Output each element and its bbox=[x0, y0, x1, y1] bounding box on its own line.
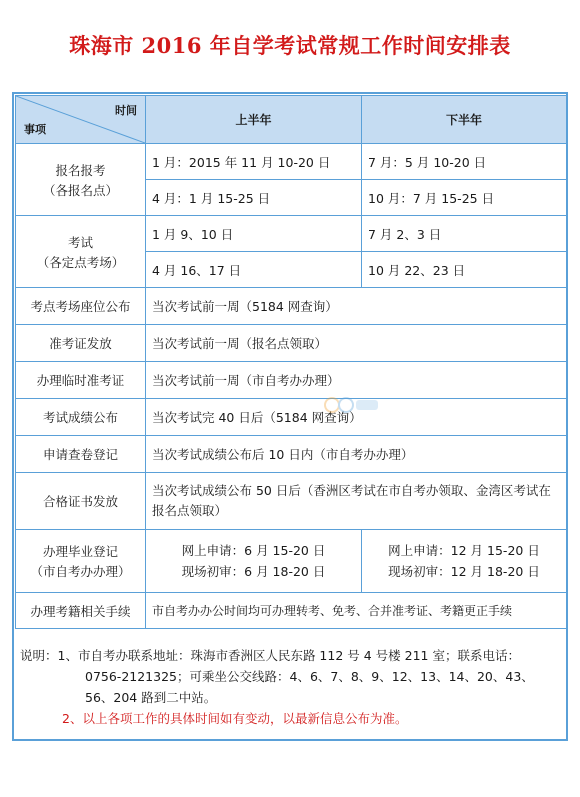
table-cell: 当次考试成绩公布 50 日后（香洲区考试在市自考办领取、金湾区考试在报名点领取） bbox=[146, 473, 567, 530]
watermark-logo bbox=[322, 395, 382, 415]
notes-section bbox=[20, 645, 560, 729]
table-row bbox=[16, 288, 567, 325]
table-row bbox=[16, 144, 567, 180]
table-cell: 市自考办办公时间均可办理转考、免考、合并准考证、考籍更正手续 bbox=[146, 593, 567, 629]
table-row bbox=[16, 593, 567, 629]
table-cell: 10 月 22、23 日 bbox=[362, 252, 567, 288]
table-row bbox=[16, 362, 567, 399]
header-time-label: 时间 bbox=[115, 104, 137, 117]
table-cell: 当次考试前一周（5184 网查询） bbox=[146, 288, 567, 325]
header-diagonal-cell bbox=[16, 96, 146, 144]
table-row bbox=[16, 473, 567, 530]
table-row bbox=[16, 216, 567, 252]
note-line-highlight: 2、以上各项工作的具体时间如有变动，以最新信息公布为准。 bbox=[62, 711, 408, 726]
row-label-admission: 准考证发放 bbox=[16, 325, 146, 362]
row-label-graduation: 办理毕业登记 （市自考办办理） bbox=[16, 530, 146, 593]
row-label-temp-admission: 办理临时准考证 bbox=[16, 362, 146, 399]
header-second-half: 下半年 bbox=[362, 96, 567, 144]
table-cell: 7 月 2、3 日 bbox=[362, 216, 567, 252]
table-cell: 7 月：5 月 10-20 日 bbox=[362, 144, 567, 180]
note-line: 说明：1、市自考办联系地址：珠海市香洲区人民东路 112 号 4 号楼 211 室；联系电话： bbox=[20, 648, 520, 663]
row-label-review: 申请查卷登记 bbox=[16, 436, 146, 473]
header-item-label: 事项 bbox=[24, 123, 46, 136]
table-cell: 网上申请：12 月 15-20 日 现场初审：12 月 18-20 日 bbox=[362, 530, 567, 593]
table-cell: 当次考试前一周（市自考办办理） bbox=[146, 362, 567, 399]
table-cell: 当次考试前一周（报名点领取） bbox=[146, 325, 567, 362]
table-cell: 1 月 9、10 日 bbox=[146, 216, 362, 252]
row-label-records: 办理考籍相关手续 bbox=[16, 593, 146, 629]
row-label-seat: 考点考场座位公布 bbox=[16, 288, 146, 325]
table-cell: 当次考试完 40 日后（5184 网查询） bbox=[146, 399, 567, 436]
table-cell: 网上申请：6 月 15-20 日 现场初审：6 月 18-20 日 bbox=[146, 530, 362, 593]
row-label-exam: 考试 （各定点考场） bbox=[16, 216, 146, 288]
note-line: 56、204 路到二中站。 bbox=[85, 690, 217, 705]
table-row bbox=[16, 399, 567, 436]
header-first-half: 上半年 bbox=[146, 96, 362, 144]
table-header-row bbox=[16, 96, 567, 144]
table-row bbox=[16, 436, 567, 473]
table-cell: 10 月：7 月 15-25 日 bbox=[362, 180, 567, 216]
page-title: 珠海市 2016 年自学考试常规工作时间安排表 bbox=[69, 33, 511, 58]
row-label-registration: 报名报考 （各报名点） bbox=[16, 144, 146, 216]
table-row bbox=[16, 325, 567, 362]
schedule-table bbox=[15, 95, 567, 629]
table-cell: 4 月 16、17 日 bbox=[146, 252, 362, 288]
table-cell: 4 月：1 月 15-25 日 bbox=[146, 180, 362, 216]
table-cell: 当次考试成绩公布后 10 日内（市自考办办理） bbox=[146, 436, 567, 473]
table-row bbox=[16, 530, 567, 593]
row-label-certificate: 合格证书发放 bbox=[16, 473, 146, 530]
row-label-results: 考试成绩公布 bbox=[16, 399, 146, 436]
table-cell: 1 月：2015 年 11 月 10-20 日 bbox=[146, 144, 362, 180]
note-line: 0756-2121325；可乘坐公交线路：4、6、7、8、9、12、13、14、20、43、 bbox=[85, 669, 534, 684]
